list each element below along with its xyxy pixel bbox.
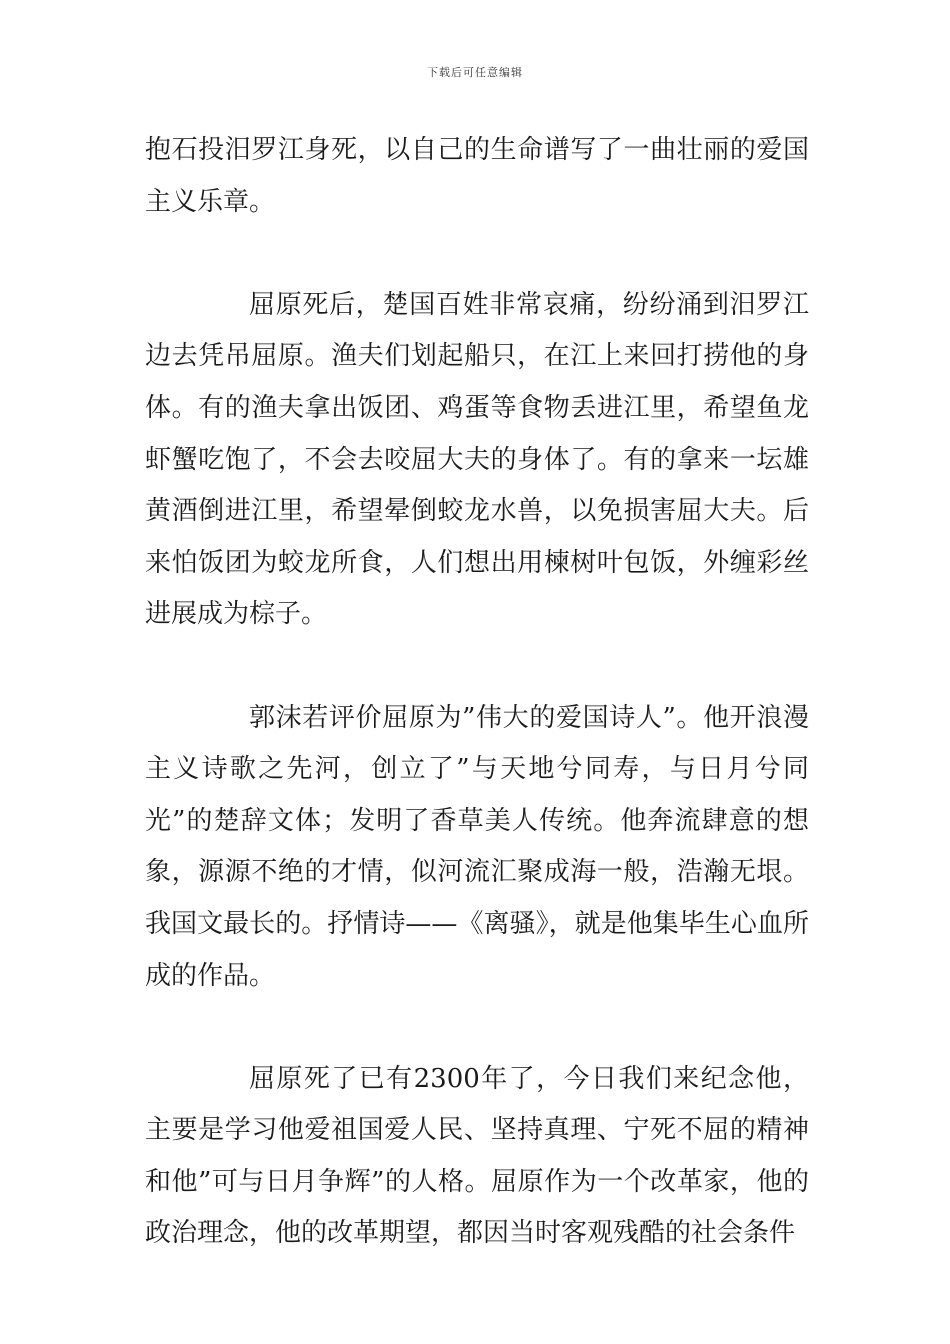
paragraph-3: 郭沫若评价屈原为”伟大的爱国诗人”。他开浪漫主义诗歌之先河，创立了”与天地兮同寿，与日月兮同光”的楚辞文体；发明了香草美人传统。他奔流肆意的想象，源源不绝的才情，似河流汇聚成海一般，浩瀚无垠。我国文最长的。抒情诗——《离骚》，就是他集毕生心血所成的作品。 [145, 702, 809, 991]
paragraph-2: 屈原死后，楚国百姓非常哀痛，纷纷涌到汨罗江边去凭吊屈原。渔夫们划起船只，在江上来回打捞他的身体。有的渔夫拿出饭团、鸡蛋等食物丢进江里，希望鱼龙虾蟹吃饱了，不会去咬屈大夫的身体了。有的拿来一坛雄黄酒倒进江里，希望晕倒蛟龙水兽，以免损害屈大夫。后来怕饭团为蛟龙所食，人们想出用楝树叶包饭，外缠彩丝进展成为棕子。 [145, 289, 809, 630]
document-body [145, 125, 809, 1312]
page-header: 下载后可任意编辑 [427, 66, 523, 79]
paragraph-4: 屈原死了已有2300年了，今日我们来纪念他，主要是学习他爱祖国爱人民、坚持真理、宁死不屈的精神和他”可与日月争辉”的人格。屈原作为一个改革家，他的政治理念，他的改革期望，都因当时客观残酷的社会条件 [145, 1063, 809, 1249]
paragraph-1: 抱石投汨罗江身死，以自己的生命谱写了一曲壮丽的爱国主义乐章。 [145, 135, 809, 217]
